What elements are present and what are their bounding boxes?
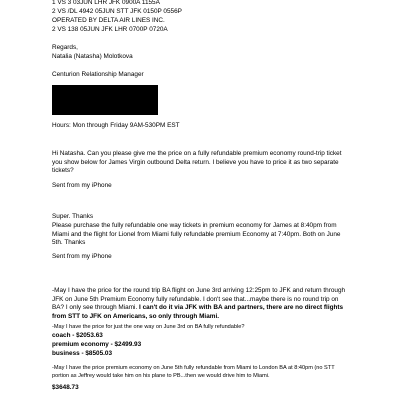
message-2-greeting: Super. Thanks	[52, 213, 94, 220]
redacted-block	[52, 85, 158, 115]
price-premium-economy: premium economy - $2499.93	[52, 341, 142, 348]
price-business: business - $8505.03	[52, 350, 113, 357]
sent-from-iphone-1: Sent from my iPhone	[52, 182, 112, 189]
flight-operated-note: OPERATED BY DELTA AIR LINES INC.	[52, 17, 165, 24]
price-total: $3648.73	[52, 384, 79, 391]
signature-name: Natalia (Natasha) Molotkova	[52, 53, 133, 60]
flight-line-2: 2 VS /DL 4942 05JUN STT JFK 0150P 0556P	[52, 8, 182, 15]
message-2-body: Please purchase the fully refundable one way tickets in premium economy for James at 8:40pm from Miami and the flight for Lionel from Miami fully refundable premium Economy at 7:40pm. Both on June 5th. Thanks	[52, 222, 341, 247]
sent-from-iphone-2: Sent from my iPhone	[52, 253, 112, 260]
message-3	[52, 287, 352, 321]
question-premium-june5: -May I have the price premium economy on June 5th fully refundable from Miami to London BA at 8:40pm (no STT portion as Jeffrey would take him on his plane to PB...then we would drive him to Miami.	[52, 365, 335, 379]
message-3-answer: I can't do it via JFK with BA and partners, there are no direct flights from STT to JFK on Americans, so only through Miami.	[52, 304, 344, 320]
price-coach: coach - $2053.63	[52, 332, 103, 339]
signature-title: Centurion Relationship Manager	[52, 71, 144, 78]
signature-regards: Regards,	[52, 44, 78, 51]
signature-hours: Hours: Mon through Friday 9AM-530PM EST	[52, 122, 180, 129]
flight-line-3: 2 VS 138 05JUN JFK LHR 0700P 0720A	[52, 26, 168, 33]
question-one-way: -May I have the price for just the one way on June 3rd on BA fully refundable?	[52, 324, 245, 330]
message-1: Hi Natasha. Can you please give me the price on a fully refundable premium economy round-trip ticket you show below for James Virgin outbound Delta return. I believe you have to price it as two separate tickets?	[52, 150, 342, 175]
flight-line-1: 1 VS 3 03JUN LHR JFK 0900A 1155A	[52, 0, 160, 6]
message-3-question: -May I have the price for the round trip BA flight on June 3rd arriving 12:25pm to JFK and return through JFK on June 5th Premium Economy fully refundable. I don't see that...maybe there is no round trip on BA? I only see through Miami.	[52, 287, 346, 312]
